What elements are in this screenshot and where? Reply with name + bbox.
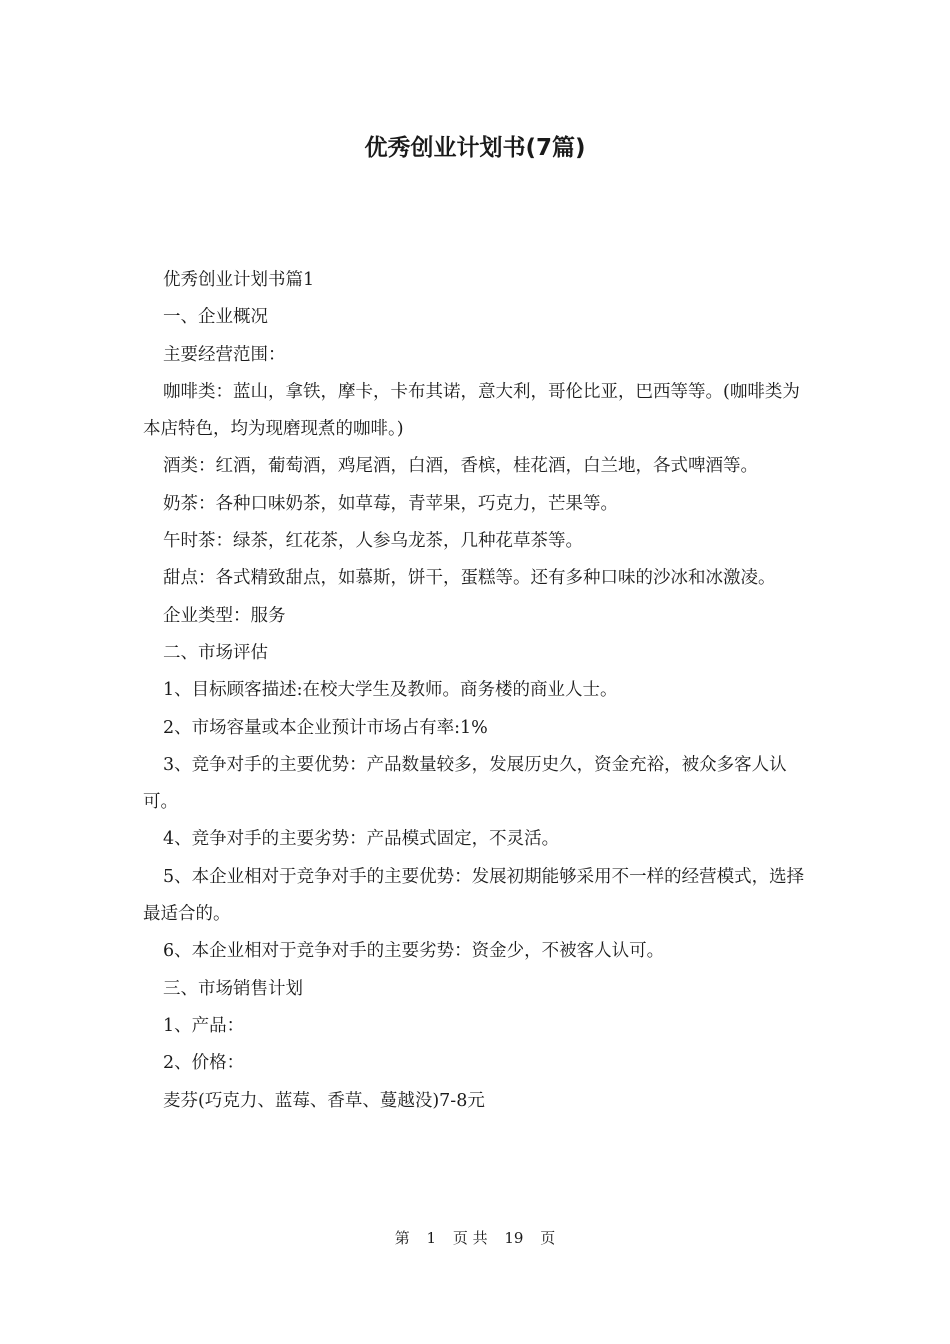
paragraph: 1、产品： bbox=[163, 1015, 245, 1036]
paragraph: 甜点：各式精致甜点，如慕斯，饼干，蛋糕等。还有多种口味的沙冰和冰激凌。 bbox=[163, 568, 776, 589]
paragraph: 1、目标顾客描述:在校大学生及教师。商务楼的商业人士。 bbox=[163, 680, 618, 701]
document-body bbox=[143, 262, 807, 1120]
section-heading: 优秀创业计划书篇1 bbox=[163, 270, 315, 290]
document-title: 优秀创业计划书(7篇) bbox=[364, 135, 586, 161]
page-number: 1 bbox=[426, 1229, 437, 1247]
section-heading: 二、市场评估 bbox=[163, 642, 268, 663]
paragraph: 主要经营范围： bbox=[163, 344, 286, 365]
paragraph: 午时茶：绿茶，红花茶，人参乌龙茶，几种花草茶等。 bbox=[163, 531, 583, 552]
section-heading: 三、市场销售计划 bbox=[163, 978, 303, 999]
total-pages: 19 bbox=[504, 1229, 524, 1247]
page-suffix: 页 bbox=[540, 1229, 556, 1247]
paragraph: 3、竞争对手的主要优势：产品数量较多，发展历史久，资金充裕，被众多客人认可。 bbox=[143, 754, 787, 813]
section-heading: 一、企业概况 bbox=[163, 307, 268, 328]
paragraph: 酒类：红酒，葡萄酒，鸡尾酒，白酒，香槟，桂花酒，白兰地，各式啤酒等。 bbox=[163, 456, 758, 477]
paragraph: 咖啡类：蓝山，拿铁，摩卡，卡布其诺，意大利，哥伦比亚，巴西等等。(咖啡类为本店特色，均为现磨现煮的咖啡。) bbox=[143, 381, 800, 440]
page-middle: 页 共 bbox=[452, 1229, 488, 1247]
paragraph: 企业类型：服务 bbox=[163, 605, 286, 626]
paragraph: 麦芬(巧克力、蓝莓、香草、蔓越没)7-8元 bbox=[163, 1090, 485, 1111]
page-prefix: 第 bbox=[394, 1229, 410, 1247]
page-footer bbox=[0, 1226, 950, 1250]
paragraph: 5、本企业相对于竞争对手的主要优势：发展初期能够采用不一样的经营模式，选择最适合的。 bbox=[143, 866, 805, 925]
paragraph: 4、竞争对手的主要劣势：产品模式固定，不灵活。 bbox=[163, 829, 560, 850]
paragraph: 2、市场容量或本企业预计市场占有率:1% bbox=[163, 717, 488, 738]
paragraph: 2、价格： bbox=[163, 1053, 245, 1074]
paragraph: 奶茶：各种口味奶茶，如草莓，青苹果，巧克力，芒果等。 bbox=[163, 493, 618, 514]
paragraph: 6、本企业相对于竞争对手的主要劣势：资金少，不被客人认可。 bbox=[163, 941, 665, 962]
